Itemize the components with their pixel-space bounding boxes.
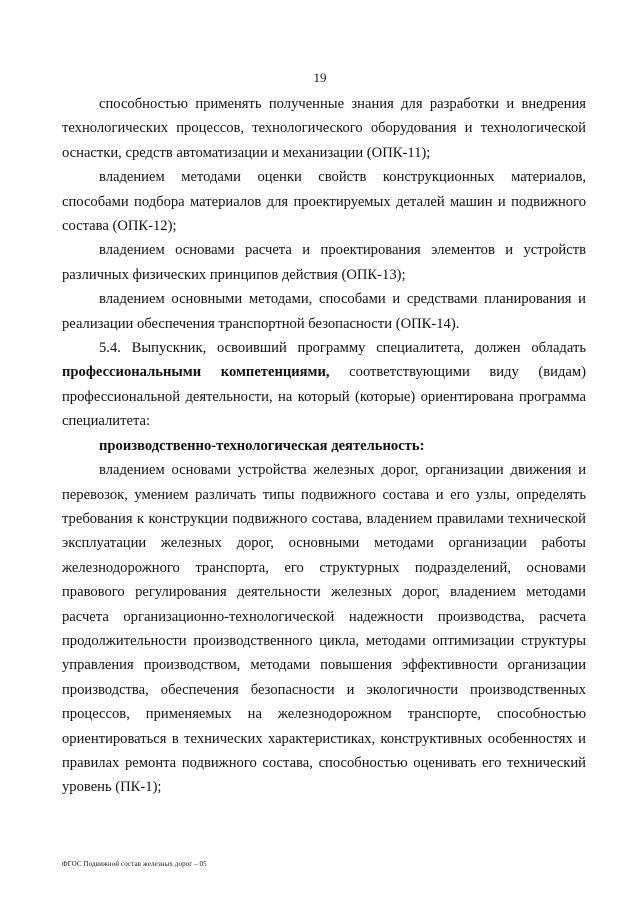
section-heading: производственно-технологическая деятельность:	[99, 437, 425, 454]
paragraph-opk-13: владением основами расчета и проектирования элементов и устройств различных физических принципов действия (ОПК-13);	[62, 242, 586, 283]
paragraph-opk-12: владением методами оценки свойств конструкционных материалов, способами подбора материалов для проектируемых деталей машин и подвижного состава (ОПК-12);	[62, 169, 586, 235]
footer: ФГОС Подвижной состав железных дорог – 05	[62, 860, 207, 868]
paragraph-5-4-start: 5.4. Выпускник, освоивший программу специалитета, должен обладать	[99, 340, 586, 357]
paragraph-opk-11: способностью применять полученные знания для разработки и внедрения технологических процессов, технологического оборудования и технологической оснастки, средств автоматизации и механизации (ОПК-11);	[62, 96, 586, 161]
paragraph-5-4-bold: профессиональными компетенциями,	[62, 364, 330, 381]
paragraph-5-4-end: соответствующими виду (видам) профессиональной деятельности, на который (которые) ориентирована программа специалитета:	[62, 364, 586, 430]
document-body	[62, 92, 586, 800]
page-number: 19	[313, 70, 327, 85]
paragraph-pk-1: владением основами устройства железных дорог, организации движения и перевозок, умением различать типы подвижного состава и его узлы, определять требования к конструкции подвижного состава, владением правилами технической эксплуатации железных дорог, основными методами организации работы железнодорожного транспорта, его структурных подразделений, основами правового регулирования деятельности железных дорог, владением методами расчета организационно-технологической надежности производства, расчета продолжительности производственного цикла, методами оптимизации структуры управления производством, методами повышения эффективности организации производства, обеспечения безопасности и экологичности производственных процессов, применяемых на железнодорожном транспорте, способностью ориентироваться в технических характеристиках, конструктивных особенностях и правилах ремонта подвижного состава, способностью оценивать его технический уровень (ПК-1);	[62, 462, 586, 796]
paragraph-5-4	[62, 336, 586, 434]
paragraph-opk-14: владением основными методами, способами и средствами планирования и реализации обеспечения транспортной безопасности (ОПК-14).	[62, 291, 586, 332]
